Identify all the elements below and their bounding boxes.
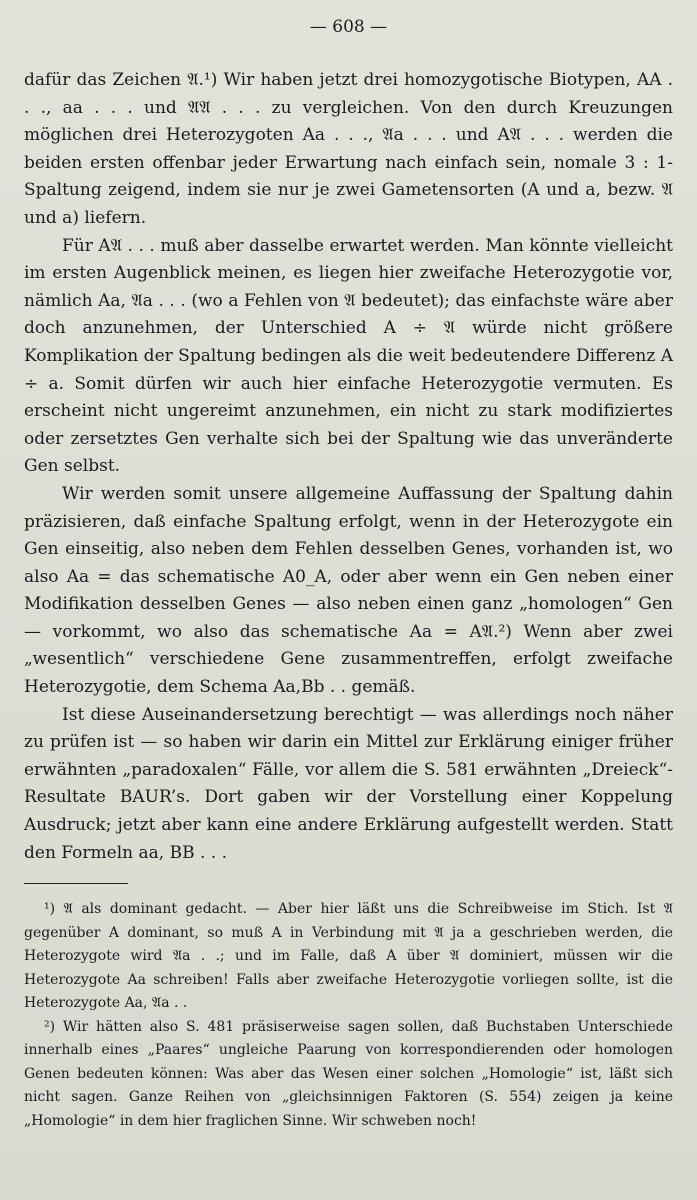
paragraph-2: Für A𝔄 . . . muß aber dasselbe erwartet werden. Man könnte vielleicht im ersten Augenblick meinen, es liegen hier zweifache Heterozygotie vor, nämlich Aa, 𝔄a . . . (wo a Fehlen von 𝔄 bedeutet); das einfachste wäre aber doch anzunehmen, der Unterschied A ÷ 𝔄 würde nicht größere Komplikation der Spaltung bedingen als die weit bedeutendere Differenz A ÷ a. Somit dürfen wir auch hier einfache Heterozygotie vermuten. Es erscheint nicht ungereimt anzunehmen, ein nicht zu stark modifiziertes oder zersetztes Gen verhalte sich bei der Spaltung wie das unveränderte Gen selbst. — [24, 235, 673, 477]
footnote-2: ²) Wir hätten also S. 481 präsiserweise sagen sollen, daß Buchstaben Unterschiede innerhalb eines „Paares“ ungleiche Paarung von korrespondierenden oder homologen Genen bedeuten können: Was aber das Wesen einer solchen „Homologie“ ist, läßt sich nicht sagen. Ganze Reihen von „gleichsinnigen Faktoren (S. 554) zeigen ja keine „Homologie“ in dem hier fraglichen Sinne. Wir schweben noch! — [24, 1018, 673, 1129]
paragraph-1: dafür das Zeichen 𝔄.¹) Wir haben jetzt drei homozygotische Biotypen, AA . . ., aa . . . und 𝔄𝔄 . . . zu vergleichen. Von den durch Kreuzungen möglichen drei Heterozygoten Aa . . ., 𝔄a . . . und A𝔄 . . . werden die beiden ersten offenbar jeder Erwartung nach einfach sein, nomale 3 : 1-Spaltung zeigend, indem sie nur je zwei Gametensorten (A und a, bezw. 𝔄 und a) liefern. — [24, 70, 673, 228]
paragraph-4: Ist diese Auseinandersetzung berechtigt — was allerdings noch näher zu prüfen ist — so haben wir darin ein Mittel zur Erklärung einiger früher erwähnten „paradoxalen“ Fälle, vor allem die S. 581 erwähnten „Dreieck“-Resultate BAUR’s. Dort gaben wir der Vorstellung einer Koppelung Ausdruck; jetzt aber kann eine andere Erklärung aufgestellt werden. Statt den Formeln aa, BB . . . — [24, 704, 673, 863]
footnote-1: ¹) 𝔄 als dominant gedacht. — Aber hier läßt uns die Schreibweise im Stich. Ist 𝔄 gegenüber A dominant, so muß A in Verbindung mit 𝔄 ja a geschrieben werden, die Heterozygote wird 𝔄a . .; und im Falle, daß A über 𝔄 dominiert, müssen wir die Heterozygote Aa schreiben! Falls aber zweifache Heterozygotie vorliegen sollte, ist die Heterozygote Aa, 𝔄a . . — [24, 901, 673, 1012]
paragraph-3: Wir werden somit unsere allgemeine Auffassung der Spaltung dahin präzisieren, daß einfache Spaltung erfolgt, wenn in der Heterozygote ein Gen einseitig, also neben dem Fehlen desselben Genes, vorhanden ist, wo also Aa = das schematische A0_A, oder aber wenn ein Gen neben einer Modifikation desselben Genes — also neben einen ganz „homologen“ Gen — vorkommt, wo also das schematische Aa = A𝔄.²) Wenn aber zwei „wesentlich“ verschiedene Gene zusammentreffen, erfolgt zweifache Heterozygotie, dem Schema Aa,Bb . . gemäß. — [24, 483, 673, 698]
footnotes — [24, 898, 673, 1133]
footnote-divider — [24, 883, 128, 884]
body-text — [24, 67, 673, 867]
page-number: — 608 — — [309, 17, 388, 37]
